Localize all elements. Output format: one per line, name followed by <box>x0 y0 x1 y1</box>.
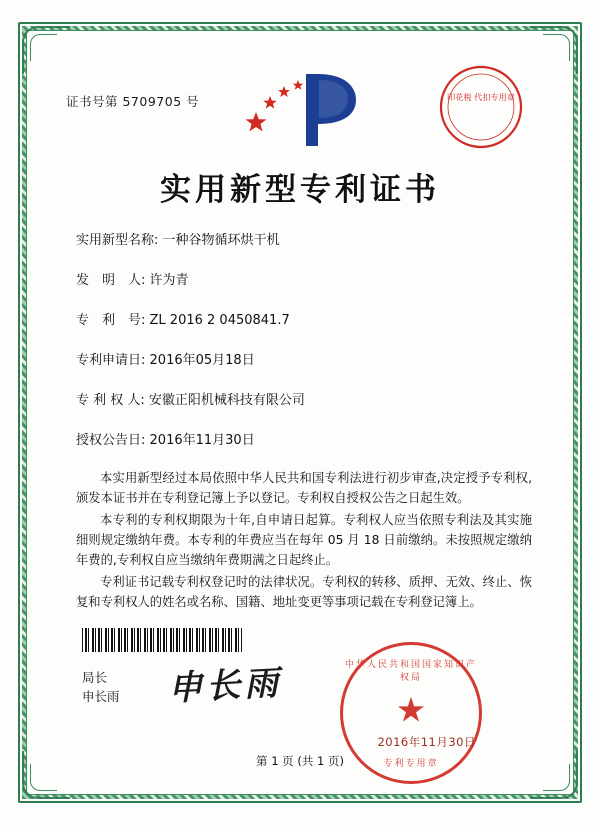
barcode <box>82 628 242 652</box>
director-name-label: 申长雨 <box>82 689 120 704</box>
field-label: 发 明 人: <box>76 273 146 288</box>
field-label: 实用新型名称: <box>76 233 159 248</box>
field-utility-model-name <box>76 232 530 249</box>
field-inventor <box>76 272 530 289</box>
certificate-content <box>40 44 560 781</box>
paragraph-1: 本实用新型经过本局依照中华人民共和国专利法进行初步审查,决定授予专利权,颁发本证书并在专利登记簿上予以登记。专利权自授权公告之日起生效。 <box>76 471 532 505</box>
seal-date: 2016年11月30日 <box>377 735 476 749</box>
seal-ring-bottom-text: 专利专用章 <box>383 759 439 769</box>
patent-office-logo-icon <box>240 66 370 154</box>
certificate-number: 证书号第 5709705 号 <box>66 94 200 109</box>
field-value: 2016年11月30日 <box>149 433 255 448</box>
paragraph-3: 专利证书记载专利权登记时的法律状况。专利权的转移、质押、无效、终止、恢复和专利权人的姓名或名称、国籍、地址变更等事项记载在专利登记簿上。 <box>76 575 532 609</box>
field-patentee <box>76 392 530 409</box>
seal-ring-top-text: 中华人民共和国国家知识产权局 <box>344 660 477 683</box>
field-label: 专 利 权 人: <box>76 393 145 408</box>
field-label: 授权公告日: <box>76 433 146 448</box>
field-value: 2016年05月18日 <box>149 353 255 368</box>
field-value: 一种谷物循环烘干机 <box>162 233 280 248</box>
director-title-label: 局长 <box>82 670 108 685</box>
page-footer: 第 1 页 (共 1 页) <box>256 754 344 768</box>
field-grant-announcement-date <box>76 432 530 449</box>
field-label: 专 利 号: <box>76 313 146 328</box>
star-icon: ★ <box>395 690 427 731</box>
field-label: 专利申请日: <box>76 353 146 368</box>
field-value: 安徽正阳机械科技有限公司 <box>148 393 305 408</box>
field-value: 许为青 <box>149 273 189 288</box>
signature-block <box>82 668 120 706</box>
tax-stamp-seal <box>438 64 524 150</box>
paragraph-2: 本专利的专利权期限为十年,自申请日起算。专利权人应当依照专利法及其实施细则规定缴纳年费。本专利的年费应当在每年 05 月 18 日前缴纳。未按照规定缴纳年费的,专利权自应当缴纳年费期满之日起终止。 <box>76 513 532 567</box>
tax-stamp-text: 印花税 代扣专用章 <box>446 92 516 102</box>
legal-text <box>76 468 532 614</box>
field-list <box>76 232 530 472</box>
handwritten-signature: 申长雨 <box>167 663 284 709</box>
field-value: ZL 2016 2 0450841.7 <box>149 313 290 328</box>
field-patent-number <box>76 312 530 329</box>
field-application-date <box>76 352 530 369</box>
page-title: 实用新型专利证书 <box>160 172 440 208</box>
